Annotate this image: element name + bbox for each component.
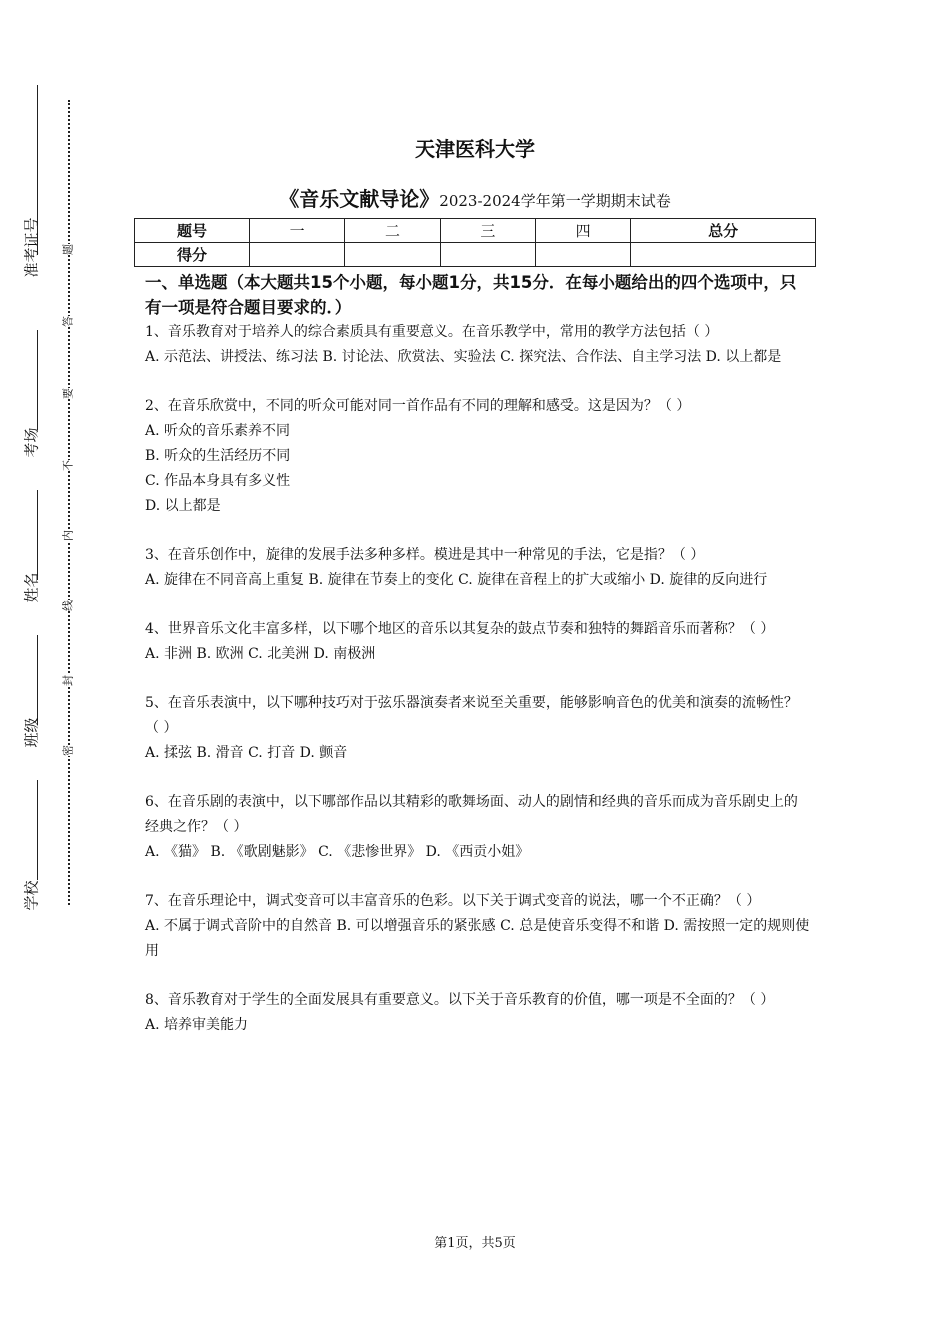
seal-char: 不 bbox=[61, 460, 75, 471]
score-header-cell: 总分 bbox=[631, 219, 816, 243]
score-header-row bbox=[135, 219, 816, 243]
question-option: B. 听众的生活经历不同 bbox=[145, 448, 291, 464]
question-stem: 5、在音乐表演中，以下哪种技巧对于弦乐器演奏者来说至关重要，能够影响音色的优美和演奏的流畅性？（ ） bbox=[145, 695, 798, 736]
score-header-cell: 四 bbox=[535, 219, 630, 243]
score-table bbox=[134, 218, 816, 267]
seal-char: 要 bbox=[61, 388, 75, 399]
score-header-cell: 一 bbox=[250, 219, 345, 243]
question-stem: 3、在音乐创作中，旋律的发展手法多种多样。模进是其中一种常见的手法，它是指？（ ） bbox=[145, 547, 705, 563]
class-line bbox=[37, 635, 38, 725]
university-title: 天津医科大学 bbox=[415, 137, 535, 161]
school-line bbox=[37, 780, 38, 880]
score-cell[interactable] bbox=[631, 243, 816, 267]
seal-char: 内 bbox=[61, 530, 75, 541]
name-line bbox=[37, 490, 38, 580]
question-options: A. 旋律在不同音高上重复 B. 旋律在节奏上的变化 C. 旋律在音程上的扩大或缩小 D. 旋律的反向进行 bbox=[145, 572, 768, 588]
question-8 bbox=[145, 988, 810, 1038]
question-options: A. 非洲 B. 欧洲 C. 北美洲 D. 南极洲 bbox=[145, 646, 376, 662]
section-heading: 一、单选题（本大题共15个小题，每小题1分，共15分．在每小题给出的四个选项中，只有一项是符合题目要求的．） bbox=[145, 273, 797, 317]
course-name: 《音乐文献导论》 bbox=[279, 187, 440, 211]
name-label: 姓名 bbox=[22, 572, 41, 603]
question-options: A. 示范法、讲授法、练习法 B. 讨论法、欣赏法、实验法 C. 探究法、合作法、自主学习法 D. 以上都是 bbox=[145, 349, 782, 365]
page-footer: 第1页，共5页 bbox=[434, 1236, 516, 1251]
question-content bbox=[145, 270, 810, 1038]
seal-char: 线 bbox=[61, 600, 75, 611]
question-stem: 1、音乐教育对于培养人的综合素质具有重要意义。在音乐教学中，常用的教学方法包括（ ） bbox=[145, 324, 719, 340]
score-header-cell: 题号 bbox=[135, 219, 250, 243]
question-1 bbox=[145, 320, 810, 370]
id-label: 准考证号 bbox=[22, 217, 41, 278]
score-row bbox=[135, 243, 816, 267]
room-line bbox=[37, 330, 38, 430]
question-3 bbox=[145, 543, 810, 593]
question-option: A. 听众的音乐素养不同 bbox=[145, 423, 291, 439]
question-options: A. 不属于调式音阶中的自然音 B. 可以增强音乐的紧张感 C. 总是使音乐变得不和谐 D. 需按照一定的规则使用 bbox=[145, 918, 810, 959]
score-cell[interactable] bbox=[440, 243, 535, 267]
seal-char: 答 bbox=[61, 316, 75, 327]
exam-name: 2023-2024学年第一学期期末试卷 bbox=[439, 192, 671, 210]
score-row-label: 得分 bbox=[135, 243, 250, 267]
school-label: 学校 bbox=[22, 880, 41, 911]
score-header-cell: 三 bbox=[440, 219, 535, 243]
question-options: A. 揉弦 B. 滑音 C. 打音 D. 颤音 bbox=[145, 745, 348, 761]
score-cell[interactable] bbox=[250, 243, 345, 267]
question-option: A. 培养审美能力 bbox=[145, 1017, 249, 1033]
room-label: 考场 bbox=[22, 427, 41, 458]
question-option: D. 以上都是 bbox=[145, 498, 221, 514]
exam-subtitle bbox=[0, 183, 950, 212]
question-4 bbox=[145, 617, 810, 667]
score-cell[interactable] bbox=[345, 243, 440, 267]
question-6 bbox=[145, 790, 810, 865]
question-option: C. 作品本身具有多义性 bbox=[145, 473, 291, 489]
question-stem: 7、在音乐理论中，调式变音可以丰富音乐的色彩。以下关于调式变音的说法，哪一个不正确？（ ） bbox=[145, 893, 761, 909]
question-2 bbox=[145, 394, 810, 519]
score-cell[interactable] bbox=[535, 243, 630, 267]
seal-dotted-line bbox=[68, 100, 70, 905]
seal-char: 封 bbox=[61, 675, 75, 686]
question-stem: 2、在音乐欣赏中，不同的听众可能对同一首作品有不同的理解和感受。这是因为？（ ） bbox=[145, 398, 691, 414]
question-stem: 8、音乐教育对于学生的全面发展具有重要意义。以下关于音乐教育的价值，哪一项是不全面的？（ ） bbox=[145, 992, 775, 1008]
question-stem: 4、世界音乐文化丰富多样，以下哪个地区的音乐以其复杂的鼓点节奏和独特的舞蹈音乐而著称？（ ） bbox=[145, 621, 775, 637]
question-options: A. 《猫》 B. 《歌剧魅影》 C. 《悲惨世界》 D. 《西贡小姐》 bbox=[145, 844, 530, 860]
question-stem: 6、在音乐剧的表演中，以下哪部作品以其精彩的歌舞场面、动人的剧情和经典的音乐而成为音乐剧史上的经典之作？（ ） bbox=[145, 794, 798, 835]
seal-char: 题 bbox=[61, 244, 75, 255]
class-label: 班级 bbox=[22, 717, 41, 748]
seal-char: 密 bbox=[61, 745, 75, 756]
question-7 bbox=[145, 889, 810, 964]
score-header-cell: 二 bbox=[345, 219, 440, 243]
question-5 bbox=[145, 691, 810, 766]
